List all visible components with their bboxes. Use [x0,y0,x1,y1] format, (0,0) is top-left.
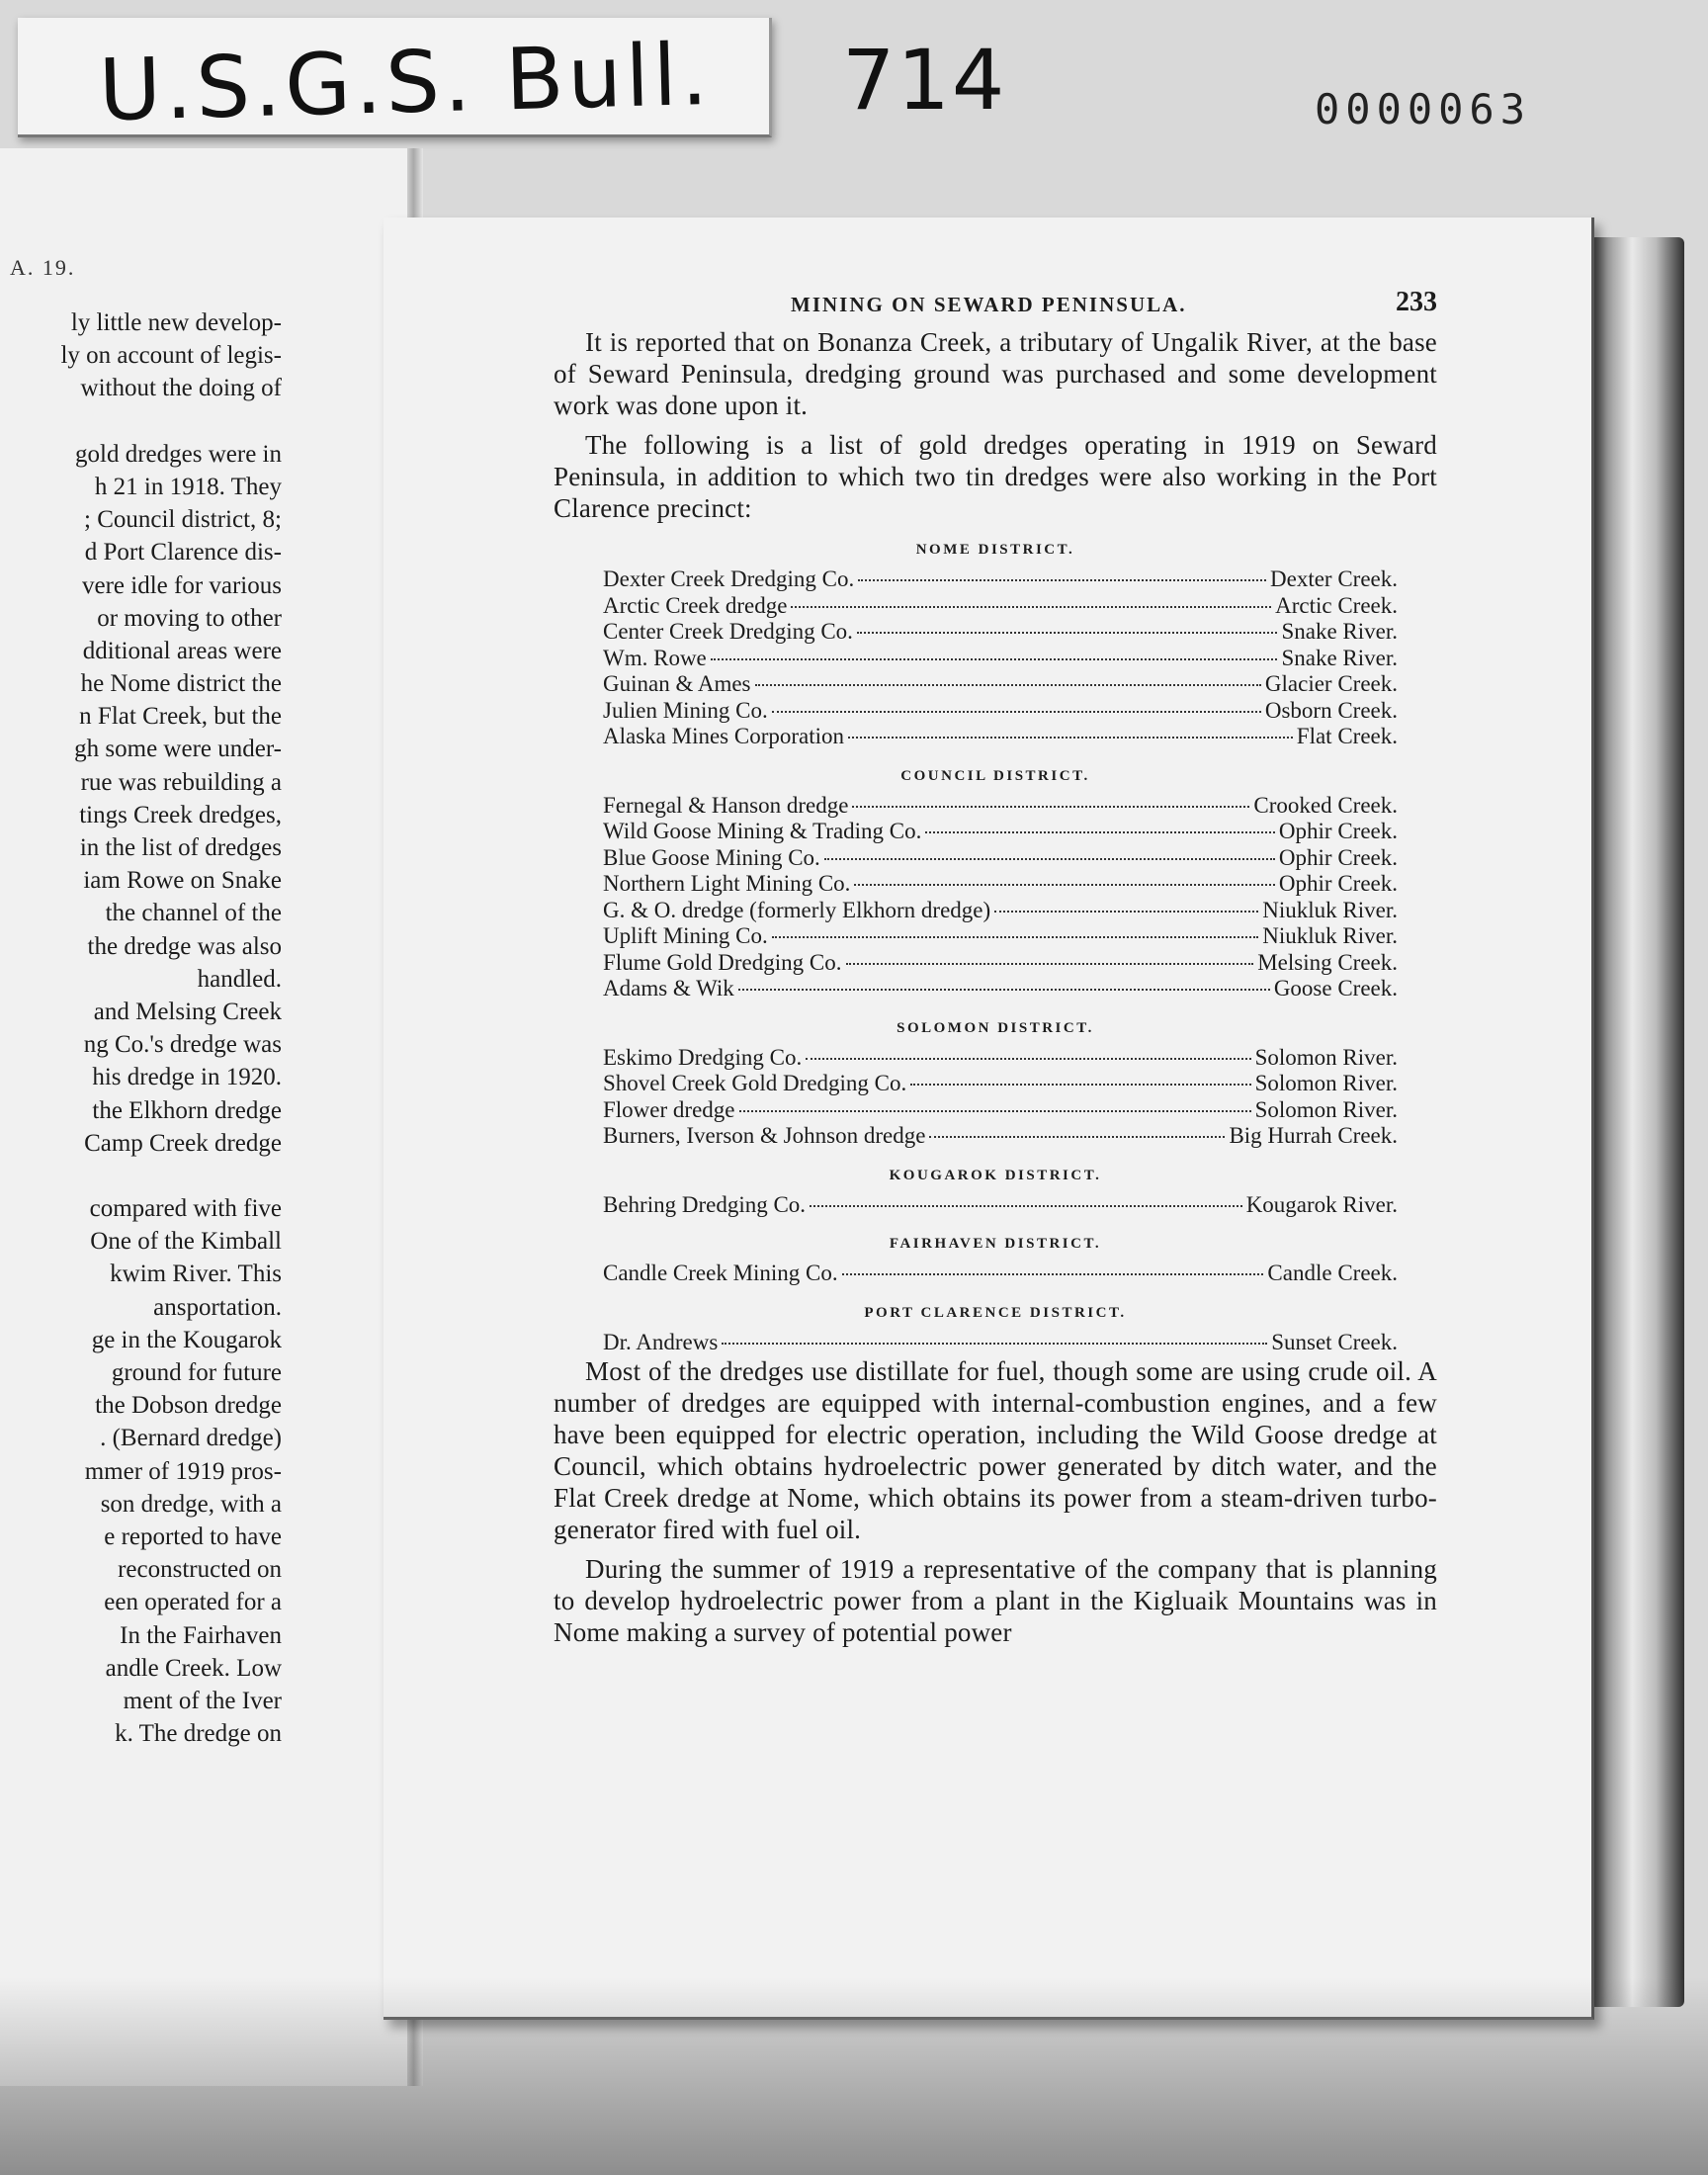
binding-edge [1589,237,1684,2007]
dredge-operator: Alaska Mines Corporation [603,724,845,748]
dredge-location: Sunset Creek. [1271,1329,1398,1354]
previous-page-line: the Dobson dredge [95,1392,282,1420]
dredge-operator: Wild Goose Mining & Trading Co. [603,819,922,843]
dot-leader [722,1343,1267,1345]
dredge-operator: Behring Dredging Co. [603,1191,807,1217]
dredge-entry [554,619,1437,646]
dredge-entry [554,1261,1437,1287]
dredge-location: Goose Creek. [1273,976,1398,1000]
dredge-location: Ophir Creek. [1278,871,1398,896]
dot-leader [772,711,1261,713]
previous-page-line: handled. [197,965,282,993]
paragraph-hydroelectric: During the summer of 1919 a representative of the company that is planning to develop hydroelectric power from a plant in the Kigluaik Mountains was in Nome making a survey of potential power [554,1554,1437,1647]
dredge-entry [554,566,1437,593]
dot-leader [739,1110,1251,1112]
previous-page-line: his dredge in 1920. [92,1064,282,1091]
dredge-entry [554,1192,1437,1219]
dredge-operator: Center Creek Dredging Co. [603,619,853,644]
previous-page-line: son dredge, with a [100,1490,282,1518]
dredge-location: Kougarok River. [1245,1191,1398,1217]
page-content [554,287,1437,1648]
dot-leader [857,632,1278,634]
dot-leader [925,831,1275,833]
dredge-entry [554,923,1437,950]
previous-page-line: ng Co.'s dredge was [83,1031,282,1059]
previous-page-line: Camp Creek dredge [84,1129,282,1157]
previous-page-line: compared with five [89,1195,282,1223]
dredge-operator: Flume Gold Dredging Co. [603,949,842,975]
dredge-entry [554,724,1437,750]
dredge-operator: Guinan & Ames [603,671,751,696]
previous-page-line: een operated for a [104,1589,282,1616]
dredge-operator: Dr. Andrews [603,1329,719,1354]
dredge-entry [554,1045,1437,1072]
dredge-operator: Candle Creek Mining Co. [603,1261,838,1285]
previous-page-line: kwim River. This [110,1261,282,1288]
previous-page-line: n Flat Creek, but the [79,703,282,731]
dot-leader [755,684,1261,686]
previous-page-line: h 21 in 1918. They [94,473,282,500]
dredge-operator: Blue Goose Mining Co. [603,844,820,870]
handwritten-number: 714 [842,32,1007,129]
dredge-entry [554,646,1437,672]
dredge-location: Dexter Creek. [1270,566,1398,591]
stamp-number: 0000063 [1315,85,1532,133]
dredge-location: Crooked Creek. [1253,792,1398,818]
dredge-operator: Wm. Rowe [603,645,707,670]
district-heading: COUNCIL DISTRICT. [900,767,1090,784]
dredge-operator: Julien Mining Co. [603,697,768,723]
paragraph-fuel: Most of the dredges use distillate for fuel, though some are using crude oil. A number of dredges are equipped with internal-combustion engines, and a few have been equipped for electric operation, including the Wild Goose dredge at Council, which obtains hydroelectric power generated by ditch water, and the Flat Creek dredge at Nome, which obtains its power from a steam-driven turbo-generator fired with fuel oil. [554,1356,1437,1544]
district-heading: NOME DISTRICT. [915,542,1075,558]
previous-page-line: iam Rowe on Snake [83,867,282,895]
previous-page-line: rue was rebuilding a [80,768,282,796]
dot-leader [738,989,1270,991]
dredge-location: Melsing Creek. [1257,949,1398,975]
previous-page-line: ground for future [111,1359,282,1386]
dredge-location: Candle Creek. [1267,1261,1398,1285]
dredge-operator: Northern Light Mining Co. [603,871,851,896]
previous-page-line: ly little new develop- [70,309,282,336]
dot-leader [852,806,1249,808]
dredge-entry [554,950,1437,977]
dot-leader [994,911,1258,913]
dredge-location: Ophir Creek. [1278,819,1398,843]
previous-page [0,148,415,2086]
previous-page-line: gold dredges were in [75,440,282,468]
district-heading: SOLOMON DISTRICT. [897,1019,1094,1036]
previous-page-line: in the list of dredges [79,834,282,861]
dredge-entry [554,593,1437,620]
paragraph-list-intro: The following is a list of gold dredges operating in 1919 on Seward Peninsula, in addition to which two tin dredges were also working in the Port Clarence precinct: [554,430,1437,523]
dot-leader [772,936,1259,938]
previous-page-line: gh some were under- [74,736,282,763]
dredge-operator: Arctic Creek dredge [603,592,788,618]
dredge-location: Flat Creek. [1296,724,1398,748]
dot-leader [810,1205,1242,1207]
dredge-operator: Eskimo Dredging Co. [603,1044,803,1070]
previous-page-line: the dredge was also [87,932,282,960]
previous-page-line: the channel of the [105,900,282,927]
dredge-operator: G. & O. dredge (formerly Elkhorn dredge) [603,897,991,922]
dot-leader [711,658,1278,660]
dredge-operator: Dexter Creek Dredging Co. [603,566,855,591]
previous-page-line: mmer of 1919 pros- [84,1457,282,1485]
dot-leader [806,1058,1250,1060]
previous-page-line [0,405,282,438]
dredge-location: Solomon River. [1254,1044,1398,1070]
dredge-entry [554,698,1437,725]
previous-page-line [0,1160,282,1192]
dredge-location: Niukluk River. [1262,923,1398,948]
paragraph-bonanza: It is reported that on Bonanza Creek, a tributary of Ungalik River, at the base of Seward Peninsula, dredging ground was purchased and some development work was done upon it. [554,327,1437,420]
dot-leader [791,606,1271,608]
dredge-operator: Burners, Iverson & Johnson dredge [603,1123,926,1148]
previous-page-line: ansportation. [153,1293,282,1321]
dot-leader [858,579,1266,581]
dredge-location: Glacier Creek. [1264,671,1398,696]
previous-page-line: In the Fairhaven [120,1621,282,1649]
district-heading: KOUGAROK DISTRICT. [889,1167,1102,1183]
previous-page-heading: A. 19. [10,255,76,280]
previous-page-line: without the doing of [80,375,282,402]
dredge-entry [554,845,1437,872]
scan-shadow [0,1977,1708,2175]
previous-page-line: andle Creek. Low [105,1654,282,1682]
previous-page-line: d Port Clarence dis- [84,539,282,566]
previous-page-line: . (Bernard dredge) [100,1425,282,1452]
dredge-operator: Adams & Wik [603,976,734,1000]
page-number: 233 [1396,287,1437,317]
dredge-list [554,542,1437,1355]
dredge-entry [554,1123,1437,1150]
dredge-entry [554,671,1437,698]
previous-page-line: tings Creek dredges, [79,801,282,828]
dot-leader [824,858,1275,860]
previous-page-line: and Melsing Creek [93,998,282,1025]
previous-page-line: vere idle for various [81,571,282,599]
district-heading: PORT CLARENCE DISTRICT. [864,1304,1127,1321]
dot-leader [842,1273,1264,1275]
previous-page-line: the Elkhorn dredge [92,1096,282,1124]
previous-page-line: e reported to have [104,1522,282,1550]
dredge-entry [554,1097,1437,1124]
previous-page-line: ; Council district, 8; [84,506,282,534]
previous-page-line: ment of the Iver [123,1687,282,1714]
dredge-entry [554,1330,1437,1356]
previous-page-line: or moving to other [97,604,282,632]
running-head [554,287,1437,326]
dredge-location: Snake River. [1281,619,1398,644]
dredge-operator: Fernegal & Hanson dredge [603,792,849,818]
dredge-entry [554,819,1437,845]
dredge-location: Snake River. [1281,645,1398,670]
dredge-entry [554,1071,1437,1097]
previous-page-line: ge in the Kougarok [91,1326,282,1353]
dot-leader [910,1084,1250,1086]
previous-page-text [0,306,282,1750]
previous-page-line: reconstructed on [118,1556,282,1584]
dredge-entry [554,871,1437,898]
previous-page-line: One of the Kimball [90,1228,282,1256]
dredge-operator: Uplift Mining Co. [603,923,768,948]
previous-page-line: ly on account of legis- [60,342,282,370]
dredge-location: Niukluk River. [1262,897,1398,922]
dot-leader [848,737,1293,739]
previous-page-line: he Nome district the [80,670,282,698]
dredge-location: Solomon River. [1254,1071,1398,1095]
dredge-operator: Shovel Creek Gold Dredging Co. [603,1071,907,1095]
handwritten-title: U.S.G.S. Bull. [97,25,714,141]
dot-leader [854,884,1274,886]
previous-page-line: dditional areas were [82,637,282,664]
dredge-entry [554,898,1437,924]
previous-page-line: k. The dredge on [115,1720,282,1748]
dredge-location: Big Hurrah Creek. [1229,1123,1398,1148]
dredge-operator: Flower dredge [603,1096,735,1122]
dredge-entry [554,793,1437,820]
dredge-location: Ophir Creek. [1278,844,1398,870]
dredge-location: Arctic Creek. [1275,592,1398,618]
dot-leader [846,963,1254,965]
dredge-location: Osborn Creek. [1264,697,1398,723]
dredge-entry [554,976,1437,1002]
district-heading: FAIRHAVEN DISTRICT. [889,1236,1102,1252]
dot-leader [929,1136,1225,1138]
dredge-location: Solomon River. [1254,1096,1398,1122]
running-title: MINING ON SEWARD PENINSULA. [791,293,1187,316]
